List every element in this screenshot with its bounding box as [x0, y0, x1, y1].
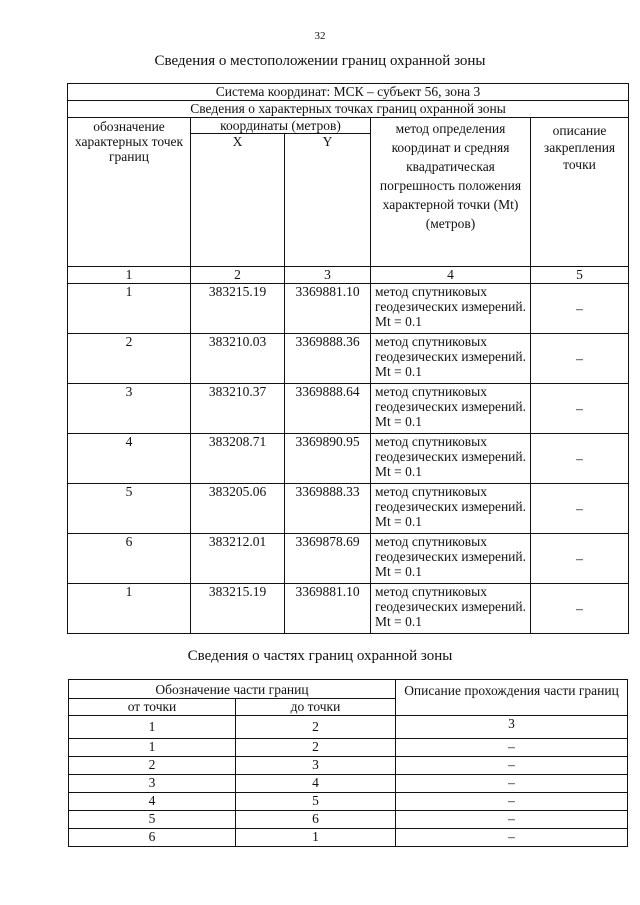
to-point: 6	[236, 811, 396, 829]
method-text: метод спутниковых геодезических измерений. Mt = 0.1	[371, 484, 531, 534]
method-text: метод спутниковых геодезических измерений. Mt = 0.1	[371, 584, 531, 634]
from-point: 2	[69, 757, 236, 775]
part-desc: –	[396, 829, 628, 847]
col-number: 2	[191, 267, 285, 284]
y-value: 3369890.95	[285, 434, 371, 484]
y-value: 3369888.64	[285, 384, 371, 434]
to-point: 3	[236, 757, 396, 775]
x-value: 383205.06	[191, 484, 285, 534]
method-text: метод спутниковых геодезических измерений. Mt = 0.1	[371, 384, 531, 434]
from-point: 4	[69, 793, 236, 811]
y-value: 3369881.10	[285, 584, 371, 634]
header-point-label: обозначение характерных точек границ	[68, 118, 191, 267]
header-coords-label: координаты (метров)	[191, 118, 371, 134]
y-value: 3369878.69	[285, 534, 371, 584]
table-row	[69, 793, 628, 811]
to-point: 1	[236, 829, 396, 847]
x-value: 383215.19	[191, 584, 285, 634]
coord-system-cell: Система координат: МСК – субъект 56, зона 3	[68, 84, 629, 101]
part-desc: –	[396, 793, 628, 811]
col-number: 2	[236, 716, 396, 739]
part-desc: –	[396, 775, 628, 793]
page-number: 32	[314, 30, 326, 42]
col-number: 1	[69, 716, 236, 739]
from-point: 6	[69, 829, 236, 847]
col-number: 3	[396, 716, 628, 739]
table-row	[68, 384, 629, 434]
part-desc: –	[396, 739, 628, 757]
col-number: 4	[371, 267, 531, 284]
header-method-label: метод определения координат и средняя квадратическая погрешность положения характерной точки (Mt) (метров)	[371, 118, 531, 267]
method-text: метод спутниковых геодезических измерений. Mt = 0.1	[371, 534, 531, 584]
y-value: 3369888.33	[285, 484, 371, 534]
table-row	[68, 284, 629, 334]
x-value: 383212.01	[191, 534, 285, 584]
header-x: X	[191, 134, 285, 267]
header-from-point: от точки	[69, 699, 236, 716]
part-desc: –	[396, 757, 628, 775]
point-desc: –	[531, 384, 629, 434]
method-text: метод спутниковых геодезических измерений. Mt = 0.1	[371, 434, 531, 484]
to-point: 2	[236, 739, 396, 757]
section-heading-location: Сведения о местоположении границ охранной зоны	[154, 53, 486, 69]
table-row	[69, 829, 628, 847]
from-point: 3	[69, 775, 236, 793]
y-value: 3369888.36	[285, 334, 371, 384]
table-row	[69, 775, 628, 793]
boundary-parts-table	[68, 679, 628, 847]
point-desc: –	[531, 534, 629, 584]
x-value: 383210.37	[191, 384, 285, 434]
point-desc: –	[531, 434, 629, 484]
col-number: 3	[285, 267, 371, 284]
header-y: Y	[285, 134, 371, 267]
boundary-points-table	[67, 83, 629, 634]
col-number: 5	[531, 267, 629, 284]
table-row	[69, 811, 628, 829]
point-id: 4	[68, 434, 191, 484]
to-point: 5	[236, 793, 396, 811]
point-id: 1	[68, 584, 191, 634]
point-id: 3	[68, 384, 191, 434]
header-parts-desc: Описание прохождения части границ	[396, 680, 628, 716]
part-desc: –	[396, 811, 628, 829]
col-number: 1	[68, 267, 191, 284]
method-text: метод спутниковых геодезических измерений. Mt = 0.1	[371, 334, 531, 384]
table-row	[68, 484, 629, 534]
header-parts-label: Обозначение части границ	[69, 680, 396, 699]
point-id: 6	[68, 534, 191, 584]
points-subheading-cell: Сведения о характерных точках границ охранной зоны	[68, 101, 629, 118]
point-id: 5	[68, 484, 191, 534]
table-row	[68, 434, 629, 484]
point-desc: –	[531, 584, 629, 634]
x-value: 383208.71	[191, 434, 285, 484]
point-desc: –	[531, 334, 629, 384]
point-desc: –	[531, 484, 629, 534]
to-point: 4	[236, 775, 396, 793]
point-desc: –	[531, 284, 629, 334]
method-text: метод спутниковых геодезических измерений. Mt = 0.1	[371, 284, 531, 334]
table-row	[68, 534, 629, 584]
y-value: 3369881.10	[285, 284, 371, 334]
from-point: 5	[69, 811, 236, 829]
table-row	[69, 757, 628, 775]
header-to-point: до точки	[236, 699, 396, 716]
table-row	[68, 584, 629, 634]
section-heading-parts: Сведения о частях границ охранной зоны	[187, 648, 453, 664]
point-id: 2	[68, 334, 191, 384]
header-desc-label: описание закрепления точки	[531, 118, 629, 267]
table-row	[68, 334, 629, 384]
table-row	[69, 739, 628, 757]
from-point: 1	[69, 739, 236, 757]
point-id: 1	[68, 284, 191, 334]
x-value: 383210.03	[191, 334, 285, 384]
x-value: 383215.19	[191, 284, 285, 334]
